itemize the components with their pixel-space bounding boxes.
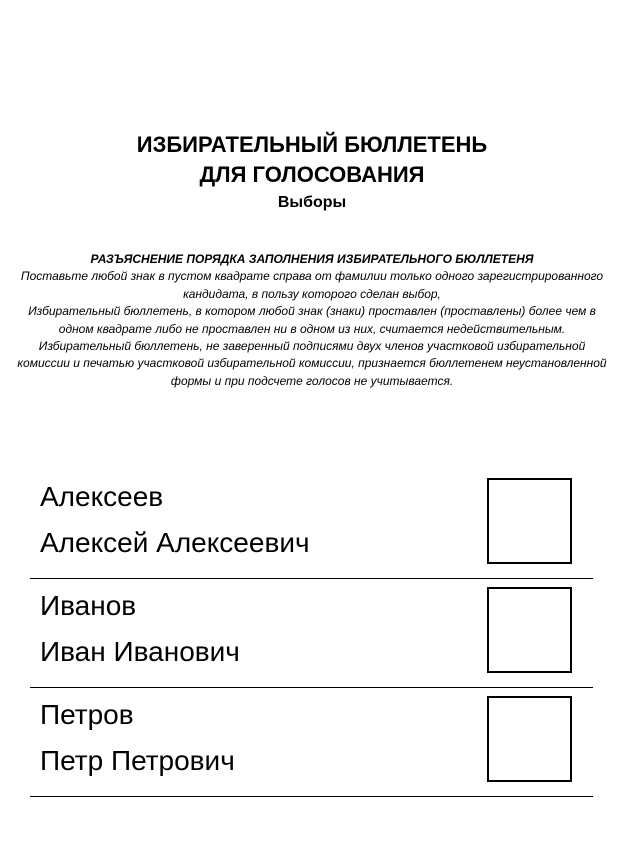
instructions-heading: РАЗЪЯСНЕНИЕ ПОРЯДКА ЗАПОЛНЕНИЯ ИЗБИРАТЕЛЬНОГО БЮЛЛЕТЕНЯ (90, 252, 534, 266)
instructions-paragraph-3: Избирательный бюллетень, не заверенный подписями двух членов участковой избирательной комиссии и печатью участковой избирательной комиссии, признается бюллетенем неустановленной формы и при подсчете голосов не учитывается. (17, 339, 607, 388)
candidate-row-ivanov (30, 579, 593, 688)
ballot-subtitle: Выборы (277, 194, 347, 211)
vote-checkbox-petrov[interactable] (487, 696, 572, 782)
candidate-name (40, 583, 240, 675)
candidate-name (40, 692, 235, 784)
candidate-row-petrov (30, 688, 593, 797)
instructions-block (14, 251, 610, 390)
candidate-list (30, 470, 593, 797)
candidate-surname: Иванов (40, 590, 137, 621)
candidate-given-names: Иван Иванович (40, 636, 240, 667)
ballot-title-line1: ИЗБИРАТЕЛЬНЫЙ БЮЛЛЕТЕНЬ (136, 132, 488, 157)
candidate-surname: Петров (40, 699, 134, 730)
candidate-given-names: Петр Петрович (40, 745, 235, 776)
candidate-surname: Алексеев (40, 481, 164, 512)
candidate-name (40, 474, 310, 566)
vote-checkbox-alekseev[interactable] (487, 478, 572, 564)
instructions-paragraph-1: Поставьте любой знак в пустом квадрате справа от фамилии только одного зарегистрированного кандидата, в пользу которого сделан выбор, (20, 269, 604, 301)
candidate-row-alekseev (30, 470, 593, 579)
candidate-given-names: Алексей Алексеевич (40, 527, 310, 558)
vote-checkbox-ivanov[interactable] (487, 587, 572, 673)
ballot-title-line2: ДЛЯ ГОЛОСОВАНИЯ (199, 162, 425, 187)
instructions-paragraph-2: Избирательный бюллетень, в котором любой знак (знаки) проставлен (проставлены) более чем в одном квадрате либо не проставлен ни в одном из них, считается недействительным. (28, 304, 596, 336)
